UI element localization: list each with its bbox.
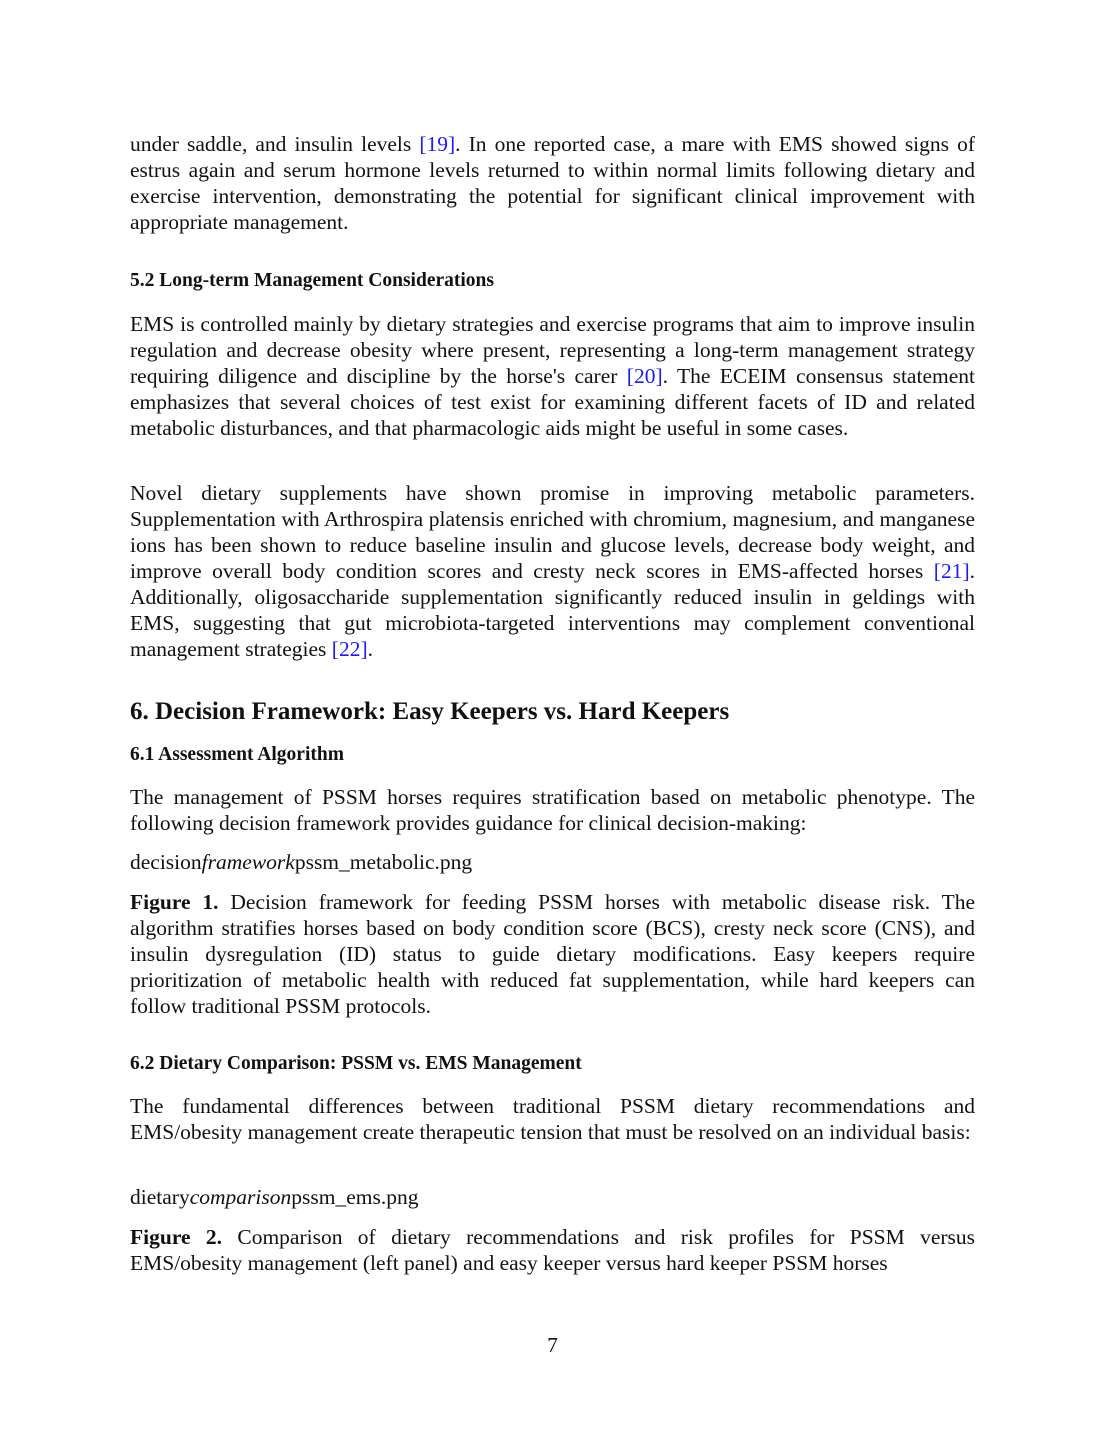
- text: under saddle, and insulin levels: [130, 132, 420, 156]
- section-6-heading: [130, 697, 975, 727]
- caption-label: Figure 2.: [130, 1225, 222, 1249]
- heading-text: 6.1 Assessment Algorithm: [130, 744, 344, 765]
- figure-2-missing-image-filename: [130, 1184, 975, 1210]
- citation-link-21[interactable]: [21]: [933, 559, 970, 583]
- section-6-2-heading: [130, 1052, 975, 1076]
- heading-text: 6.2 Dietary Comparison: PSSM vs. EMS Management: [130, 1053, 582, 1074]
- caption-label: Figure 1.: [130, 890, 219, 914]
- intro-paragraph: [130, 131, 975, 235]
- text: . Additionally, oligosaccharide supplementation significantly reduced insulin in geldings with EMS, suggesting that gut microbiota-targeted interventions may complement conventional management strategies: [130, 559, 975, 661]
- text: pssm_metabolic.png: [294, 850, 473, 874]
- figure-1-missing-image-filename: [130, 849, 975, 875]
- text: comparison: [189, 1185, 292, 1209]
- text: . In one reported case, a mare with EMS showed signs of estrus again and serum hormone levels returned to within normal limits following dietary and exercise intervention, demonstrating the potential for significant clinical improvement with appropriate management.: [130, 132, 976, 234]
- paragraph-text: The fundamental differences between traditional PSSM dietary recommendations and EMS/obesity management create therapeutic tension that must be resolved on an individual basis:: [130, 1094, 975, 1144]
- section-6-1-paragraph: [130, 784, 975, 836]
- section-6-1-heading: [130, 743, 975, 767]
- caption-text: Comparison of dietary recommendations and risk profiles for PSSM versus EMS/obesity management (left panel) and easy keeper versus hard keeper PSSM horses: [130, 1225, 976, 1275]
- section-5-2-paragraph-2: [130, 480, 975, 662]
- text: decision: [130, 850, 202, 874]
- section-5-2-heading: [130, 269, 975, 293]
- citation-link-19[interactable]: [19]: [419, 132, 456, 156]
- caption-text: Decision framework for feeding PSSM horses with metabolic disease risk. The algorithm stratifies horses based on body condition score (BCS), cresty neck score (CNS), and insulin dysregulation (ID) status to guide dietary modifications. Easy keepers require prioritization of metabolic health with reduced fat supplementation, while hard keepers can follow traditional PSSM protocols.: [130, 890, 976, 1018]
- text: dietary: [130, 1185, 190, 1209]
- text: framework: [201, 850, 295, 874]
- citation-link-22[interactable]: [22]: [331, 637, 368, 661]
- section-6-2-paragraph: [130, 1093, 975, 1145]
- text: EMS is controlled mainly by dietary strategies and exercise programs that aim to improve insulin regulation and decrease obesity where present, representing a long-term management strategy requiring diligence and discipline by the horse's carer: [130, 312, 975, 388]
- text: pssm_ems.png: [291, 1185, 419, 1209]
- citation-link-20[interactable]: [20]: [626, 364, 663, 388]
- figure-2-caption: [130, 1224, 975, 1276]
- text: .: [367, 637, 373, 661]
- text: Novel dietary supplements have shown promise in improving metabolic parameters. Supplementation with Arthrospira platensis enriched with chromium, magnesium, and manganese ions has been shown to reduce baseline insulin and glucose levels, decrease body weight, and improve overall body condition scores and cresty neck scores in EMS-affected horses: [130, 481, 975, 583]
- heading-text: 5.2 Long-term Management Considerations: [130, 270, 494, 291]
- text: . The ECEIM consensus statement emphasizes that several choices of test exist for examining different facets of ID and related metabolic disturbances, and that pharmacologic aids might be useful in some cases.: [130, 364, 975, 440]
- heading-text: 6. Decision Framework: Easy Keepers vs. Hard Keepers: [130, 698, 730, 725]
- page-number: 7: [547, 1333, 558, 1357]
- paragraph-text: The management of PSSM horses requires stratification based on metabolic phenotype. The following decision framework provides guidance for clinical decision-making:: [130, 785, 975, 835]
- figure-1-caption: [130, 889, 975, 1019]
- section-5-2-paragraph-1: [130, 311, 975, 441]
